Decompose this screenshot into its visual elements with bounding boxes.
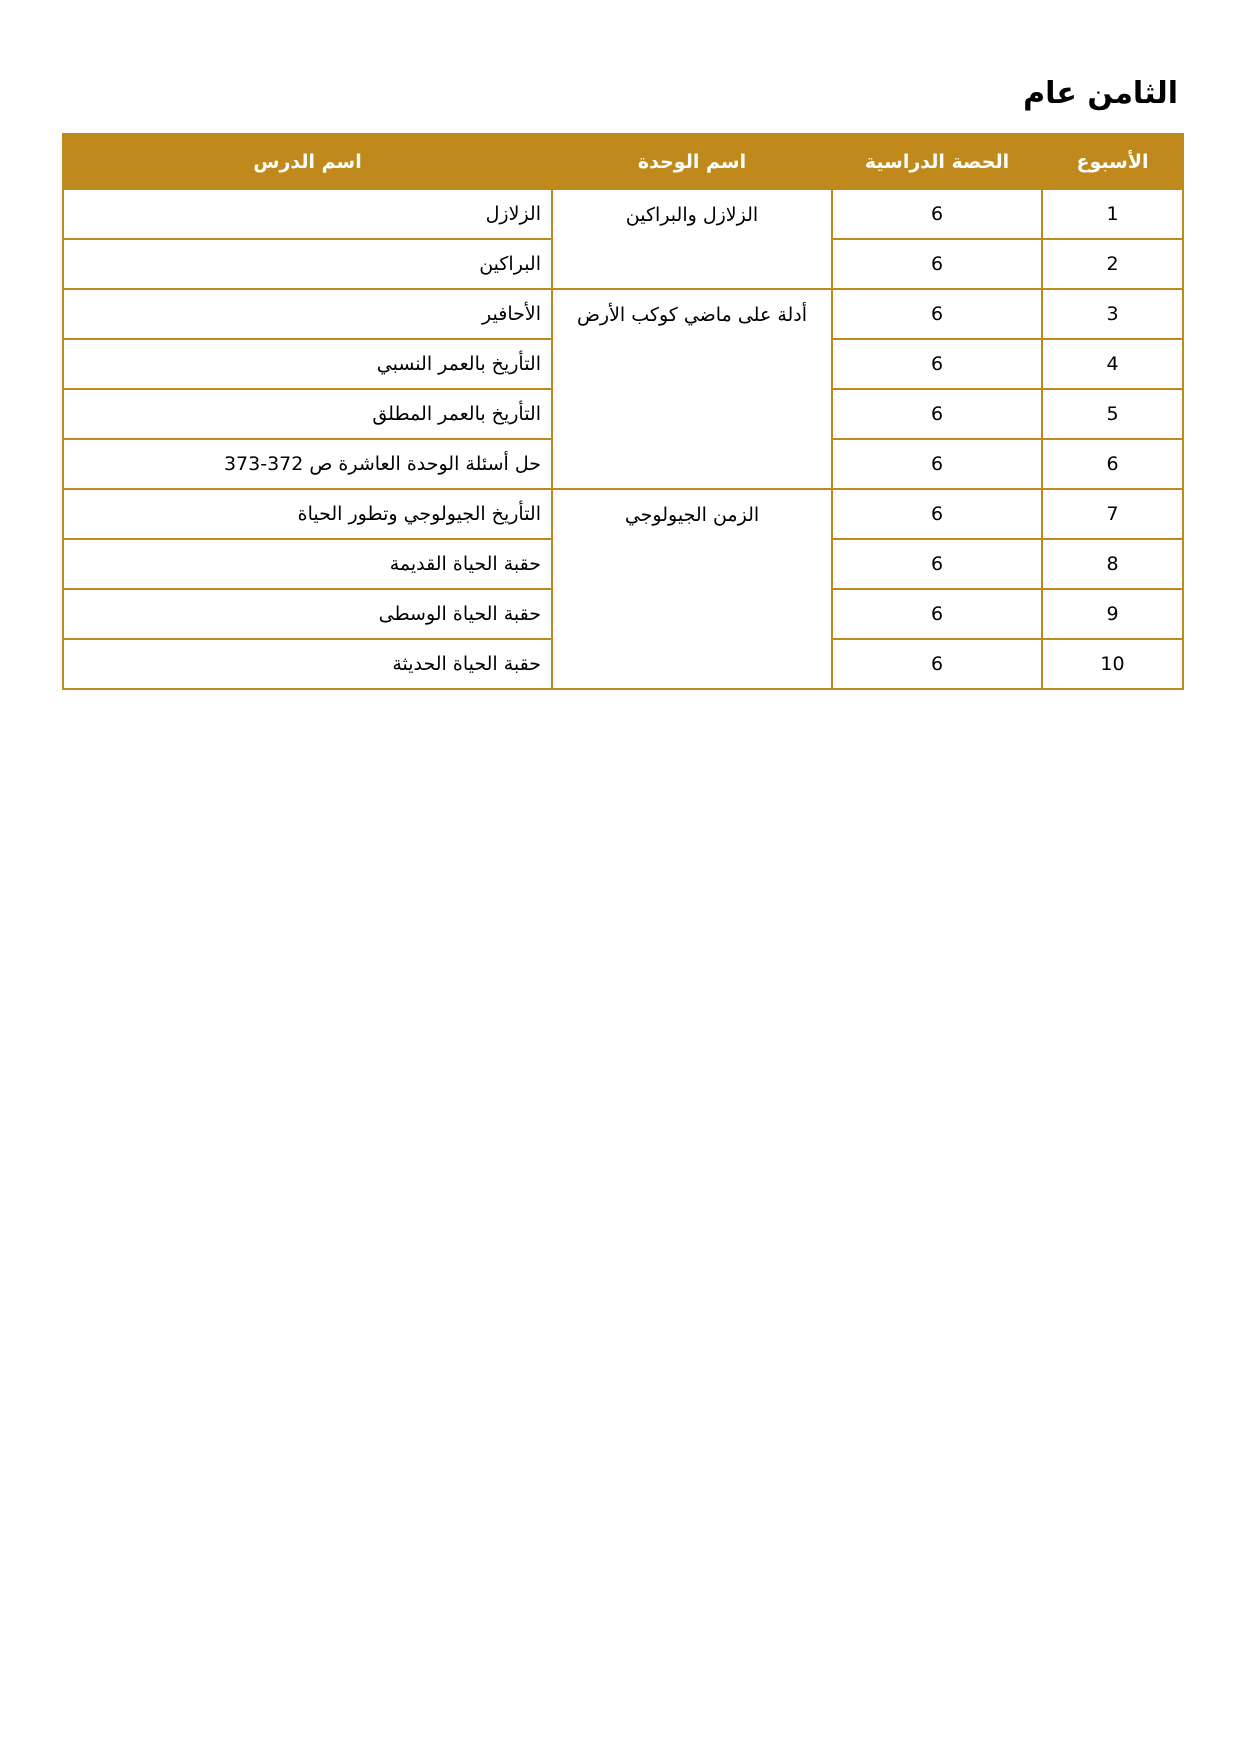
table-row — [63, 489, 1183, 539]
lesson-cell: التأريخ الجيولوجي وتطور الحياة — [63, 489, 552, 539]
lesson-cell: الأحافير — [63, 289, 552, 339]
header-unit: اسم الوحدة — [552, 134, 832, 189]
lesson-cell: التأريخ بالعمر النسبي — [63, 339, 552, 389]
week-cell: 4 — [1042, 339, 1183, 389]
week-cell: 9 — [1042, 589, 1183, 639]
week-cell: 1 — [1042, 189, 1183, 239]
header-week: الأسبوع — [1042, 134, 1183, 189]
week-cell: 2 — [1042, 239, 1183, 289]
week-cell: 8 — [1042, 539, 1183, 589]
schedule-table — [62, 133, 1184, 690]
lesson-cell: الزلازل — [63, 189, 552, 239]
periods-cell: 6 — [832, 239, 1042, 289]
lesson-cell: حقبة الحياة الوسطى — [63, 589, 552, 639]
lesson-cell: حل أسئلة الوحدة العاشرة ص 372-373 — [63, 439, 552, 489]
header-lesson: اسم الدرس — [63, 134, 552, 189]
lesson-cell: التأريخ بالعمر المطلق — [63, 389, 552, 439]
unit-cell: الزلازل والبراكين — [552, 189, 832, 289]
page-title: الثامن عام — [1023, 76, 1178, 111]
table-row — [63, 289, 1183, 339]
table-row — [63, 189, 1183, 239]
periods-cell: 6 — [832, 589, 1042, 639]
week-cell: 3 — [1042, 289, 1183, 339]
unit-cell: أدلة على ماضي كوكب الأرض — [552, 289, 832, 489]
week-cell: 10 — [1042, 639, 1183, 689]
lesson-cell: حقبة الحياة الحديثة — [63, 639, 552, 689]
periods-cell: 6 — [832, 339, 1042, 389]
periods-cell: 6 — [832, 539, 1042, 589]
periods-cell: 6 — [832, 189, 1042, 239]
periods-cell: 6 — [832, 439, 1042, 489]
periods-cell: 6 — [832, 489, 1042, 539]
lesson-cell: حقبة الحياة القديمة — [63, 539, 552, 589]
lesson-cell: البراكين — [63, 239, 552, 289]
periods-cell: 6 — [832, 639, 1042, 689]
week-cell: 5 — [1042, 389, 1183, 439]
periods-cell: 6 — [832, 389, 1042, 439]
header-row — [63, 134, 1183, 189]
unit-cell: الزمن الجيولوجي — [552, 489, 832, 689]
header-periods: الحصة الدراسية — [832, 134, 1042, 189]
week-cell: 6 — [1042, 439, 1183, 489]
periods-cell: 6 — [832, 289, 1042, 339]
week-cell: 7 — [1042, 489, 1183, 539]
